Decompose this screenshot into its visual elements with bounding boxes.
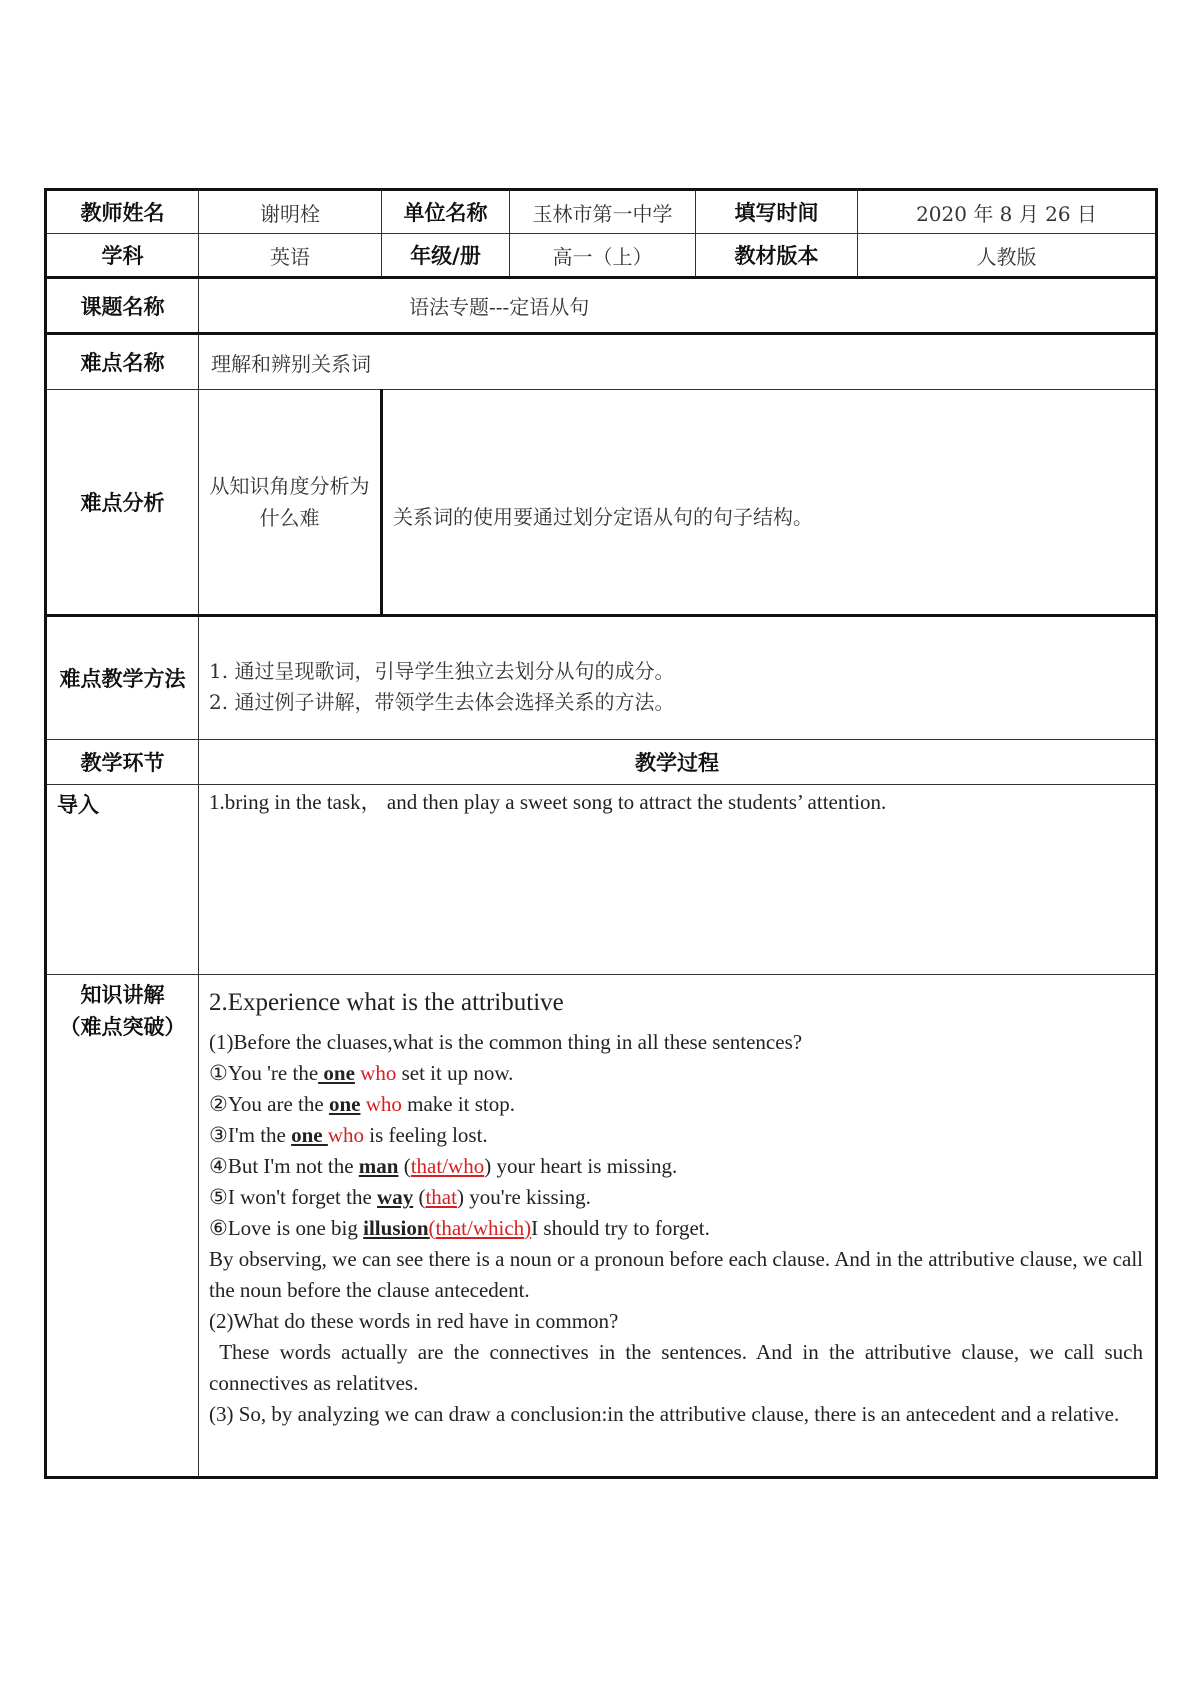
method-item: 2. 通过例子讲解，带领学生去体会选择关系的方法。	[209, 690, 675, 714]
relative-word: that/who	[410, 1154, 485, 1178]
header-row-1	[46, 190, 1157, 234]
method-label: 难点教学方法	[46, 616, 199, 740]
observation-paragraph: By observing, we can see there is a noun or a pronoun before each clause. And in the attributive clause, we call the noun before the clause antecedent.	[209, 1247, 1143, 1302]
question-1: (1)Before the cluases,what is the common thing in all these sentences?	[209, 1030, 803, 1054]
relative-word: that	[425, 1185, 457, 1209]
antecedent: one	[318, 1061, 355, 1085]
difficulty-value: 理解和辨别关系词	[211, 351, 371, 376]
example-sentence-6: ⑥Love is one big illusion(that/which)I should try to forget.	[209, 1216, 710, 1240]
question-2: (2)What do these words in red have in common?	[209, 1309, 619, 1333]
topic-row	[46, 278, 1157, 334]
subject-value: 英语	[199, 234, 382, 278]
knowledge-content	[199, 975, 1155, 1430]
relative-word: who	[360, 1092, 402, 1116]
antecedent: way	[377, 1185, 414, 1209]
analysis-row	[46, 390, 1157, 616]
knowledge-label	[47, 975, 198, 1043]
lesson-plan-sheet	[44, 188, 1155, 1479]
example-sentence-5: ⑤I won't forget the way (that) you're kissing.	[209, 1185, 591, 1209]
subject-label: 学科	[46, 234, 199, 278]
topic-label: 课题名称	[46, 278, 199, 334]
teacher-label: 教师姓名	[46, 190, 199, 234]
example-sentence-2: ②You are the one who make it stop.	[209, 1092, 516, 1116]
lesson-plan-table	[44, 188, 1158, 1479]
textbook-label: 教材版本	[696, 234, 858, 278]
method-row	[46, 616, 1157, 740]
method-list	[199, 638, 1155, 718]
date-value: 2020 年 8 月 26 日	[858, 190, 1157, 234]
process-header-row	[46, 740, 1157, 785]
knowledge-label-line2: （难点突破）	[59, 1015, 186, 1039]
antecedent: illusion	[363, 1216, 429, 1240]
relative-word: that/which	[435, 1216, 525, 1240]
textbook-value: 人教版	[858, 234, 1157, 278]
antecedent: man	[358, 1154, 399, 1178]
example-sentence-4: ④But I'm not the man (that/who) your heart is missing.	[209, 1154, 678, 1178]
connectives-paragraph: These words actually are the connectives in the sentences. And in the attributive clause, we call such connectives as relatitves.	[209, 1340, 1149, 1395]
unit-value: 玉林市第一中学	[510, 190, 696, 234]
example-sentence-1: ①You 're the one who set it up now.	[209, 1061, 514, 1085]
process-label: 教学过程	[199, 740, 1157, 785]
analysis-value: 关系词的使用要通过划分定语从句的句子结构。	[393, 504, 813, 529]
antecedent: one	[291, 1123, 328, 1147]
knowledge-row	[46, 975, 1157, 1478]
relative-word: who	[354, 1061, 397, 1085]
unit-label: 单位名称	[382, 190, 510, 234]
date-label: 填写时间	[696, 190, 858, 234]
stage-label: 教学环节	[46, 740, 199, 785]
intro-text: 1.bring in the task， and then play a sweet song to attract the students’ attention.	[209, 790, 887, 814]
grade-label: 年级/册	[382, 234, 510, 278]
topic-value: 语法专题---定语从句	[409, 295, 590, 319]
example-sentence-3: ③I'm the one who is feeling lost.	[209, 1123, 488, 1147]
antecedent: one	[328, 1092, 361, 1116]
intro-label: 导入	[57, 793, 99, 817]
teacher-value: 谢明栓	[199, 190, 382, 234]
knowledge-heading: 2.Experience what is the attributive	[209, 989, 564, 1016]
relative-word: who	[327, 1123, 365, 1147]
grade-value: 高一（上）	[510, 234, 696, 278]
analysis-sub-label: 从知识角度分析为什么难	[209, 474, 370, 530]
method-item: 1. 通过呈现歌词，引导学生独立去划分从句的成分。	[209, 659, 675, 683]
analysis-label: 难点分析	[46, 390, 199, 616]
conclusion-paragraph: (3) So, by analyzing we can draw a conclusion:in the attributive clause, there is an antecedent and a relative.	[209, 1402, 1120, 1426]
difficulty-label: 难点名称	[46, 334, 199, 390]
difficulty-row	[46, 334, 1157, 390]
knowledge-label-line1: 知识讲解	[80, 983, 165, 1007]
header-row-2	[46, 234, 1157, 278]
intro-row	[46, 785, 1157, 975]
